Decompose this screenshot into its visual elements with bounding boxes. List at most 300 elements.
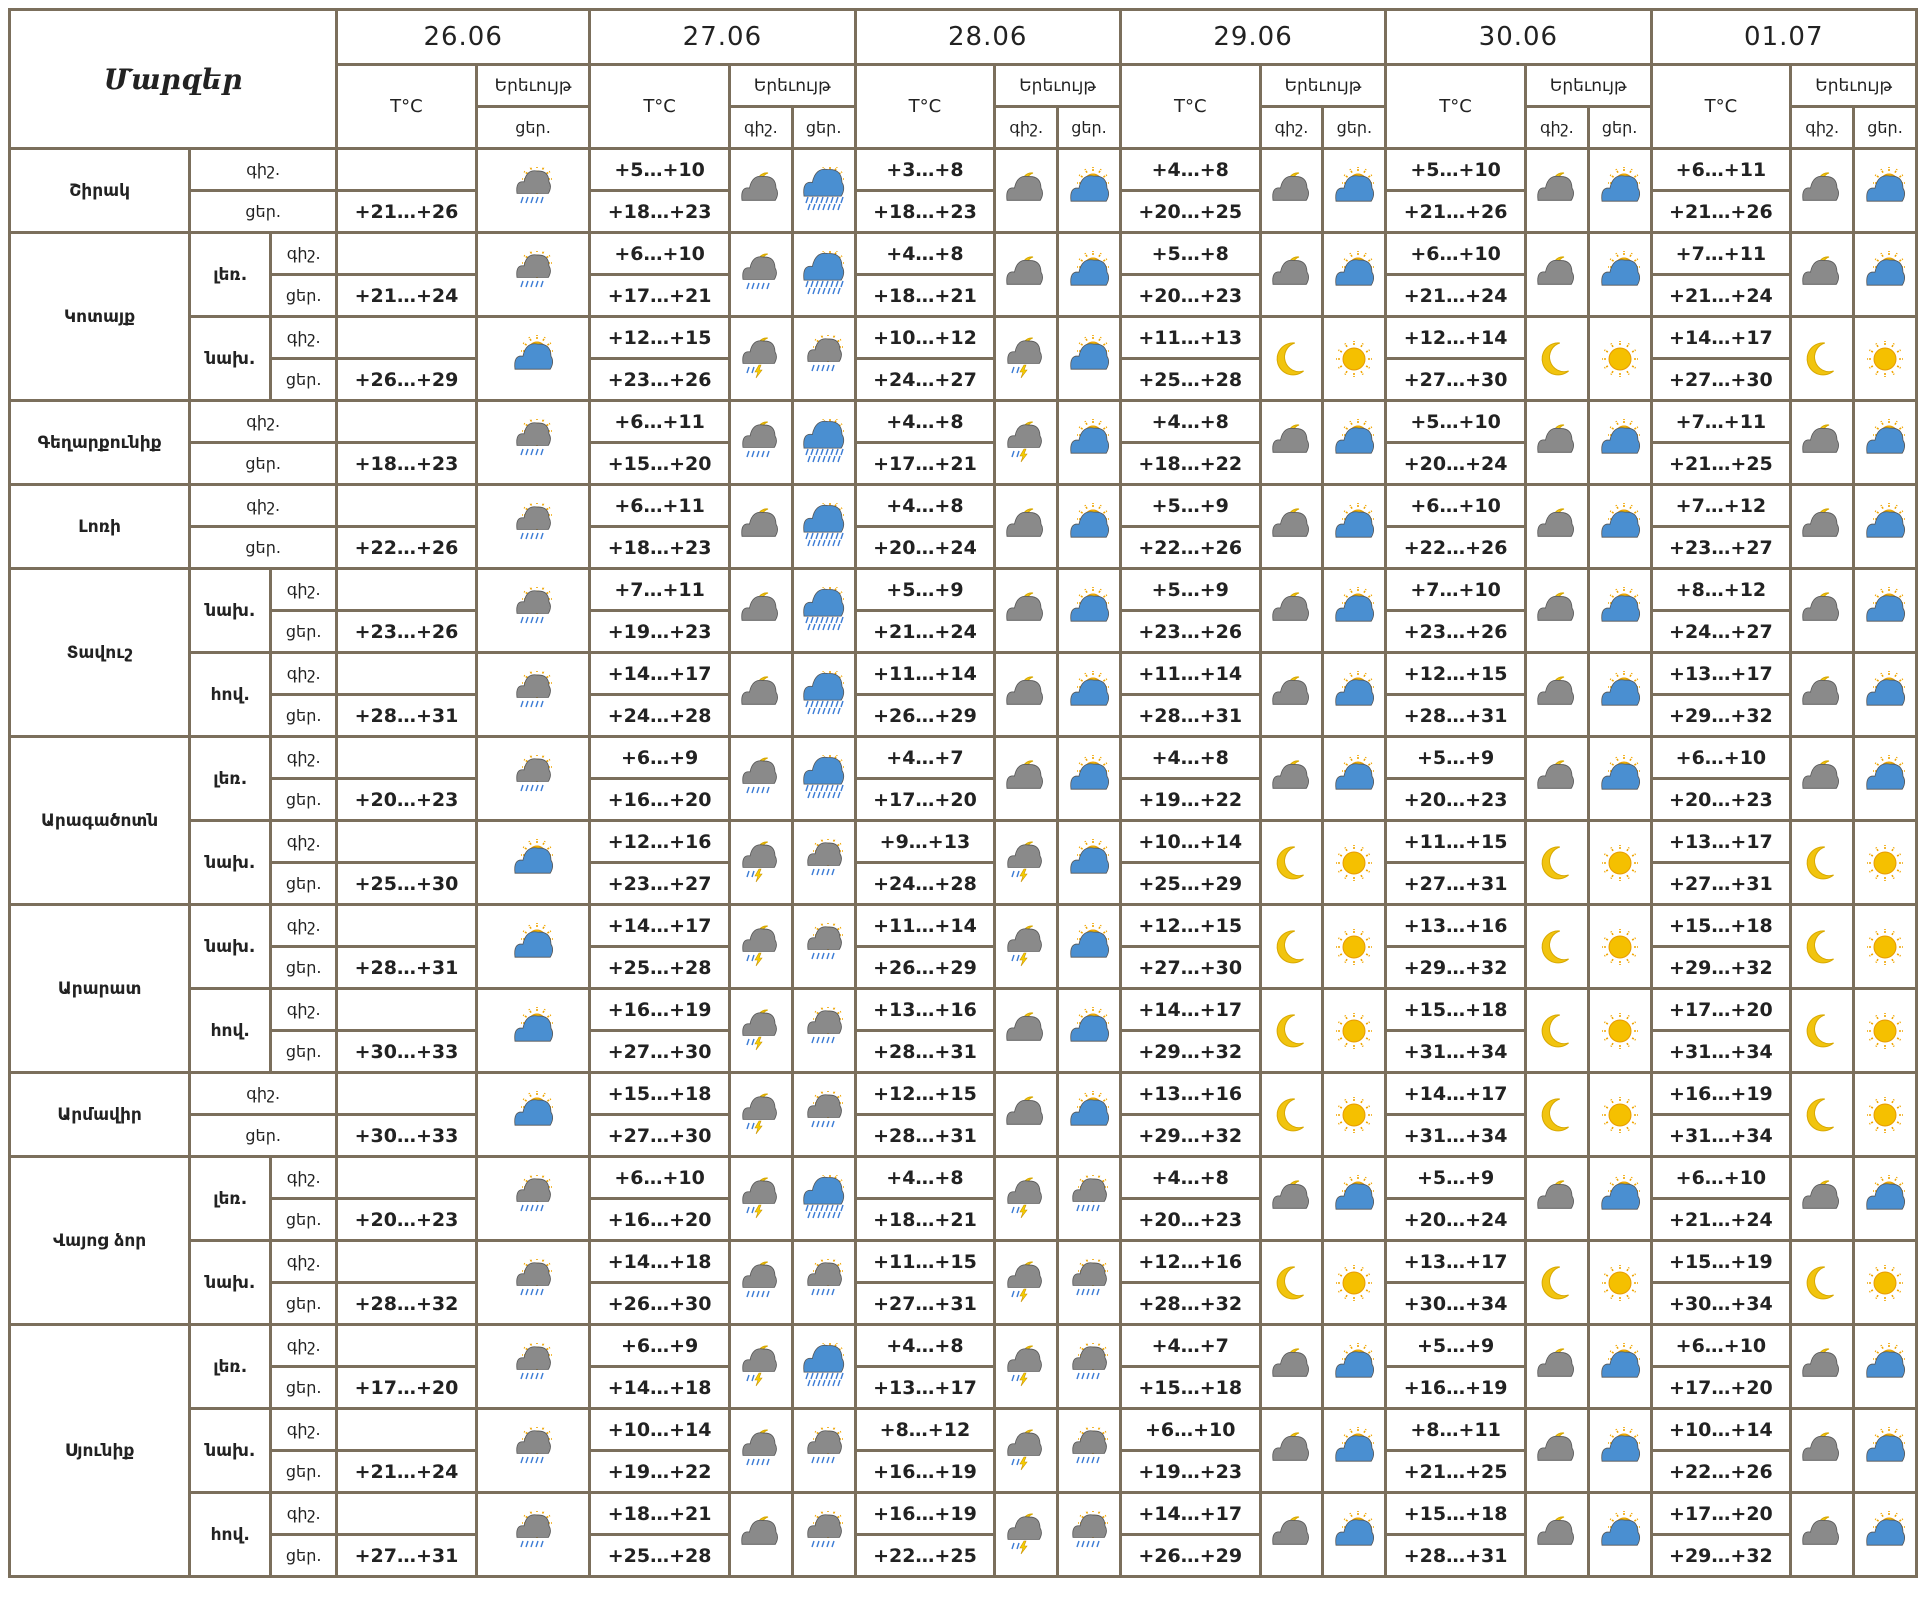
temperature-header: T°C	[337, 65, 477, 149]
moon-cloud-icon	[1525, 233, 1588, 317]
temperature-cell: +20…+24	[1386, 1199, 1526, 1241]
temperature-cell: +13…+17	[1386, 1241, 1526, 1283]
sun-cloud-rain-icon	[476, 569, 589, 653]
temperature-header: T°C	[590, 65, 730, 149]
sun-icon	[1854, 905, 1917, 989]
temperature-cell: +26…+29	[1120, 1535, 1260, 1577]
temperature-cell	[337, 1325, 477, 1367]
table-row	[10, 905, 1917, 947]
temperature-cell: +17…+20	[855, 779, 995, 821]
sun-cloud-rain-icon	[792, 1073, 855, 1157]
table-title: Մարզեր	[10, 10, 337, 149]
cloud-heavy-rain-icon	[792, 1325, 855, 1409]
moon-cloud-icon	[1791, 1325, 1854, 1409]
temperature-cell: +8…+12	[855, 1409, 995, 1451]
table-row	[10, 989, 1917, 1031]
temperature-cell: +27…+31	[1651, 863, 1791, 905]
subregion-label: նախ.	[190, 1409, 271, 1493]
temperature-cell: +21…+24	[855, 611, 995, 653]
subregion-label: լեռ.	[190, 1325, 271, 1409]
sun-cloud-rain-icon	[1058, 1157, 1121, 1241]
temperature-cell: +15…+18	[1386, 989, 1526, 1031]
region-name: Արագածոտն	[10, 737, 190, 905]
temperature-cell: +16…+19	[1651, 1073, 1791, 1115]
moon-cloud-icon	[1260, 1409, 1323, 1493]
region-name: Սյունիք	[10, 1325, 190, 1577]
period-label: ցեր.	[271, 779, 337, 821]
moon-cloud-rain-icon	[729, 233, 792, 317]
period-label: ցեր.	[271, 1199, 337, 1241]
temperature-cell: +21…+25	[1651, 443, 1791, 485]
period-label: գիշ.	[271, 1157, 337, 1199]
temperature-cell: +15…+18	[590, 1073, 730, 1115]
moon-cloud-rain-icon	[729, 401, 792, 485]
period-label: ցեր.	[190, 1115, 337, 1157]
temperature-cell	[337, 1157, 477, 1199]
temperature-cell: +9…+13	[855, 821, 995, 863]
temperature-cell: +25…+28	[590, 947, 730, 989]
cloud-heavy-rain-icon	[792, 149, 855, 233]
sun-cloud-rain-icon	[1058, 1325, 1121, 1409]
temperature-cell: +26…+30	[590, 1283, 730, 1325]
temperature-cell: +22…+26	[1651, 1451, 1791, 1493]
temperature-cell: +6…+11	[590, 401, 730, 443]
moon-icon	[1260, 989, 1323, 1073]
moon-cloud-storm-icon	[729, 905, 792, 989]
temperature-cell: +27…+31	[855, 1283, 995, 1325]
table-row	[10, 821, 1917, 863]
temperature-cell: +14…+18	[590, 1241, 730, 1283]
moon-cloud-icon	[1525, 485, 1588, 569]
moon-cloud-storm-icon	[995, 905, 1058, 989]
sun-cloud-rain-icon	[476, 149, 589, 233]
moon-cloud-icon	[1525, 1409, 1588, 1493]
moon-cloud-icon	[1791, 737, 1854, 821]
temperature-cell: +28…+31	[1386, 1535, 1526, 1577]
temperature-cell: +29…+32	[1386, 947, 1526, 989]
sun-cloud-icon	[1058, 1073, 1121, 1157]
temperature-cell: +7…+11	[590, 569, 730, 611]
temperature-cell	[337, 905, 477, 947]
sun-cloud-icon	[1058, 989, 1121, 1073]
moon-cloud-icon	[1525, 1493, 1588, 1577]
temperature-cell: +13…+17	[1651, 653, 1791, 695]
sun-icon	[1854, 1241, 1917, 1325]
temperature-cell: +10…+14	[1651, 1409, 1791, 1451]
region-name: Արարատ	[10, 905, 190, 1073]
period-label: ցեր.	[190, 191, 337, 233]
moon-cloud-icon	[1525, 569, 1588, 653]
temperature-cell: +6…+10	[1651, 737, 1791, 779]
sun-cloud-rain-icon	[476, 1241, 589, 1325]
sun-cloud-icon	[1058, 317, 1121, 401]
period-label: գիշ.	[271, 653, 337, 695]
moon-cloud-rain-icon	[729, 1409, 792, 1493]
sun-icon	[1854, 1073, 1917, 1157]
moon-cloud-icon	[729, 149, 792, 233]
moon-cloud-icon	[1791, 149, 1854, 233]
date-header-2: 28.06	[855, 10, 1120, 65]
temperature-cell: +28…+31	[855, 1031, 995, 1073]
temperature-cell: +5…+9	[1386, 737, 1526, 779]
sun-cloud-icon	[1854, 569, 1917, 653]
sun-cloud-icon	[1323, 1325, 1386, 1409]
temperature-cell	[337, 1409, 477, 1451]
temperature-cell: +18…+21	[855, 1199, 995, 1241]
moon-cloud-storm-icon	[995, 1325, 1058, 1409]
temperature-cell: +17…+21	[855, 443, 995, 485]
table-row	[10, 485, 1917, 527]
temperature-cell: +29…+32	[1120, 1115, 1260, 1157]
sun-icon	[1323, 1073, 1386, 1157]
moon-cloud-icon	[995, 149, 1058, 233]
sun-icon	[1323, 1241, 1386, 1325]
region-name: Շիրակ	[10, 149, 190, 233]
moon-cloud-icon	[1791, 401, 1854, 485]
sun-cloud-icon	[1854, 485, 1917, 569]
sun-cloud-icon	[1058, 149, 1121, 233]
moon-cloud-storm-icon	[729, 821, 792, 905]
temperature-cell: +16…+19	[590, 989, 730, 1031]
temperature-cell: +5…+10	[590, 149, 730, 191]
temperature-cell	[337, 989, 477, 1031]
day-header: ցեր.	[476, 107, 589, 149]
sun-cloud-icon	[1323, 401, 1386, 485]
moon-icon	[1260, 821, 1323, 905]
temperature-cell: +25…+29	[1120, 863, 1260, 905]
sun-icon	[1854, 989, 1917, 1073]
period-label: գիշ.	[271, 1409, 337, 1451]
sun-cloud-icon	[1588, 569, 1651, 653]
temperature-cell: +7…+11	[1651, 401, 1791, 443]
temperature-cell: +19…+22	[590, 1451, 730, 1493]
period-label: գիշ.	[271, 569, 337, 611]
temperature-cell: +6…+10	[1120, 1409, 1260, 1451]
moon-cloud-icon	[1260, 1325, 1323, 1409]
temperature-cell	[337, 149, 477, 191]
night-header: գիշ.	[1260, 107, 1323, 149]
sun-cloud-icon	[1854, 653, 1917, 737]
temperature-cell: +16…+20	[590, 779, 730, 821]
temperature-cell	[337, 1073, 477, 1115]
temperature-cell: +20…+23	[1386, 779, 1526, 821]
moon-cloud-icon	[1791, 1157, 1854, 1241]
sun-cloud-icon	[476, 317, 589, 401]
sun-icon	[1323, 905, 1386, 989]
moon-cloud-icon	[1260, 485, 1323, 569]
temperature-cell: +7…+11	[1651, 233, 1791, 275]
temperature-cell: +26…+29	[337, 359, 477, 401]
period-label: գիշ.	[271, 233, 337, 275]
moon-cloud-icon	[1791, 1409, 1854, 1493]
temperature-cell: +12…+15	[1120, 905, 1260, 947]
temperature-cell: +20…+24	[1386, 443, 1526, 485]
moon-cloud-storm-icon	[995, 317, 1058, 401]
moon-cloud-storm-icon	[729, 1157, 792, 1241]
sun-cloud-icon	[1058, 233, 1121, 317]
night-header: գիշ.	[1791, 107, 1854, 149]
temperature-cell: +22…+26	[1120, 527, 1260, 569]
temperature-header: T°C	[1386, 65, 1526, 149]
temperature-cell: +6…+10	[1651, 1157, 1791, 1199]
table-row	[10, 569, 1917, 611]
subregion-label: նախ.	[190, 905, 271, 989]
subregion-label: հով.	[190, 989, 271, 1073]
table-row	[10, 1493, 1917, 1535]
temperature-cell: +16…+20	[590, 1199, 730, 1241]
period-label: ցեր.	[271, 275, 337, 317]
temperature-cell: +5…+10	[1386, 149, 1526, 191]
temperature-cell: +5…+9	[1386, 1157, 1526, 1199]
moon-cloud-icon	[1260, 1157, 1323, 1241]
temperature-cell: +27…+30	[1386, 359, 1526, 401]
temperature-cell: +6…+11	[1651, 149, 1791, 191]
sun-icon	[1588, 317, 1651, 401]
temperature-cell: +11…+13	[1120, 317, 1260, 359]
temperature-cell: +29…+32	[1651, 1535, 1791, 1577]
temperature-cell: +4…+8	[855, 233, 995, 275]
sun-cloud-icon	[1323, 149, 1386, 233]
temperature-cell: +21…+24	[1651, 275, 1791, 317]
sun-cloud-icon	[1588, 1157, 1651, 1241]
temperature-cell: +21…+26	[1386, 191, 1526, 233]
sun-cloud-icon	[476, 905, 589, 989]
temperature-cell: +18…+23	[337, 443, 477, 485]
temperature-cell: +5…+8	[1120, 233, 1260, 275]
temperature-cell: +15…+18	[1386, 1493, 1526, 1535]
moon-icon	[1791, 989, 1854, 1073]
table-row	[10, 1157, 1917, 1199]
temperature-cell: +27…+30	[590, 1031, 730, 1073]
weather-header: Երեւույթ	[476, 65, 589, 107]
cloud-heavy-rain-icon	[792, 233, 855, 317]
sun-cloud-rain-icon	[792, 1493, 855, 1577]
sun-cloud-icon	[1323, 1493, 1386, 1577]
subregion-label: նախ.	[190, 569, 271, 653]
temperature-cell: +4…+8	[855, 1157, 995, 1199]
table-row	[10, 653, 1917, 695]
moon-cloud-storm-icon	[995, 1241, 1058, 1325]
moon-cloud-storm-icon	[729, 989, 792, 1073]
moon-icon	[1525, 905, 1588, 989]
moon-cloud-icon	[1260, 233, 1323, 317]
table-row	[10, 401, 1917, 443]
moon-cloud-icon	[1791, 485, 1854, 569]
temperature-cell: +18…+22	[1120, 443, 1260, 485]
moon-cloud-icon	[995, 485, 1058, 569]
period-label: գիշ.	[271, 821, 337, 863]
moon-cloud-rain-icon	[729, 1241, 792, 1325]
forecast-table	[8, 8, 1918, 1578]
temperature-cell: +23…+26	[337, 611, 477, 653]
temperature-cell: +13…+16	[1386, 905, 1526, 947]
temperature-cell: +27…+30	[590, 1115, 730, 1157]
sun-cloud-rain-icon	[792, 317, 855, 401]
temperature-cell: +16…+19	[855, 1493, 995, 1535]
sun-icon	[1588, 905, 1651, 989]
temperature-cell: +27…+30	[1651, 359, 1791, 401]
temperature-cell: +29…+32	[1120, 1031, 1260, 1073]
temperature-cell	[337, 485, 477, 527]
sun-cloud-rain-icon	[1058, 1241, 1121, 1325]
sun-icon	[1588, 1241, 1651, 1325]
temperature-cell: +21…+24	[1386, 275, 1526, 317]
temperature-cell: +22…+26	[1386, 527, 1526, 569]
temperature-cell: +14…+18	[590, 1367, 730, 1409]
temperature-cell: +19…+23	[1120, 1451, 1260, 1493]
temperature-cell: +28…+31	[337, 695, 477, 737]
temperature-cell: +17…+20	[1651, 1493, 1791, 1535]
temperature-cell: +5…+9	[1386, 1325, 1526, 1367]
table-row	[10, 1325, 1917, 1367]
table-row	[10, 317, 1917, 359]
temperature-cell: +14…+17	[590, 653, 730, 695]
temperature-cell: +25…+28	[1120, 359, 1260, 401]
temperature-cell: +15…+18	[1120, 1367, 1260, 1409]
moon-icon	[1260, 1073, 1323, 1157]
moon-cloud-rain-icon	[729, 737, 792, 821]
moon-cloud-storm-icon	[729, 1073, 792, 1157]
period-label: ցեր.	[190, 443, 337, 485]
table-row	[10, 1241, 1917, 1283]
moon-cloud-icon	[729, 653, 792, 737]
period-label: գիշ.	[190, 401, 337, 443]
sun-cloud-icon	[1854, 1325, 1917, 1409]
weather-header: Երեւույթ	[1525, 65, 1651, 107]
moon-cloud-icon	[1525, 737, 1588, 821]
subregion-label: լեռ.	[190, 737, 271, 821]
sun-cloud-rain-icon	[476, 485, 589, 569]
moon-cloud-icon	[1260, 569, 1323, 653]
temperature-cell: +21…+25	[1386, 1451, 1526, 1493]
sun-cloud-icon	[1588, 149, 1651, 233]
date-header-4: 30.06	[1386, 10, 1651, 65]
period-label: գիշ.	[271, 1325, 337, 1367]
period-label: ցեր.	[271, 611, 337, 653]
temperature-cell: +17…+21	[590, 275, 730, 317]
moon-icon	[1525, 989, 1588, 1073]
moon-cloud-icon	[1525, 401, 1588, 485]
temperature-cell: +16…+19	[1386, 1367, 1526, 1409]
temperature-cell: +11…+15	[1386, 821, 1526, 863]
moon-cloud-storm-icon	[729, 317, 792, 401]
temperature-cell: +28…+31	[1386, 695, 1526, 737]
sun-cloud-icon	[1323, 569, 1386, 653]
temperature-cell: +15…+20	[590, 443, 730, 485]
temperature-cell	[337, 233, 477, 275]
sun-cloud-icon	[1323, 1409, 1386, 1493]
period-label: գիշ.	[271, 905, 337, 947]
temperature-cell: +30…+34	[1651, 1283, 1791, 1325]
moon-icon	[1525, 1073, 1588, 1157]
moon-cloud-icon	[995, 653, 1058, 737]
sun-cloud-icon	[1854, 1493, 1917, 1577]
table-row	[10, 149, 1917, 191]
sun-icon	[1588, 821, 1651, 905]
weather-header: Երեւույթ	[995, 65, 1121, 107]
temperature-cell: +10…+14	[1120, 821, 1260, 863]
temperature-cell: +6…+10	[590, 1157, 730, 1199]
temperature-cell: +11…+14	[1120, 653, 1260, 695]
temperature-cell: +5…+9	[855, 569, 995, 611]
moon-icon	[1791, 1241, 1854, 1325]
temperature-cell: +24…+27	[1651, 611, 1791, 653]
moon-cloud-storm-icon	[729, 1325, 792, 1409]
temperature-cell: +6…+9	[590, 737, 730, 779]
temperature-cell: +27…+30	[1120, 947, 1260, 989]
sun-icon	[1323, 821, 1386, 905]
temperature-cell: +6…+9	[590, 1325, 730, 1367]
temperature-cell: +18…+23	[855, 191, 995, 233]
temperature-cell: +26…+29	[855, 695, 995, 737]
temperature-cell	[337, 1241, 477, 1283]
period-label: ցեր.	[271, 1367, 337, 1409]
sun-cloud-icon	[1323, 653, 1386, 737]
moon-cloud-icon	[995, 1073, 1058, 1157]
temperature-cell: +31…+34	[1651, 1031, 1791, 1073]
temperature-cell: +5…+10	[1386, 401, 1526, 443]
moon-icon	[1260, 317, 1323, 401]
date-header-0: 26.06	[337, 10, 590, 65]
temperature-cell: +8…+11	[1386, 1409, 1526, 1451]
temperature-cell: +23…+26	[1386, 611, 1526, 653]
moon-icon	[1525, 317, 1588, 401]
sun-cloud-icon	[1058, 401, 1121, 485]
sun-cloud-rain-icon	[792, 821, 855, 905]
temperature-cell: +17…+20	[1651, 1367, 1791, 1409]
temperature-cell: +26…+29	[855, 947, 995, 989]
period-label: գիշ.	[190, 149, 337, 191]
temperature-cell: +30…+33	[337, 1031, 477, 1073]
sun-cloud-icon	[1588, 401, 1651, 485]
subregion-label: հով.	[190, 653, 271, 737]
moon-cloud-icon	[995, 737, 1058, 821]
weather-header: Երեւույթ	[1260, 65, 1386, 107]
cloud-heavy-rain-icon	[792, 569, 855, 653]
cloud-heavy-rain-icon	[792, 401, 855, 485]
temperature-cell: +4…+7	[855, 737, 995, 779]
temperature-cell: +20…+24	[855, 527, 995, 569]
period-label: ցեր.	[271, 1283, 337, 1325]
temperature-cell: +16…+19	[855, 1451, 995, 1493]
moon-cloud-icon	[1260, 653, 1323, 737]
sun-cloud-rain-icon	[476, 1157, 589, 1241]
moon-icon	[1791, 1073, 1854, 1157]
sun-cloud-rain-icon	[792, 989, 855, 1073]
moon-cloud-icon	[1260, 1493, 1323, 1577]
temperature-cell: +13…+16	[1120, 1073, 1260, 1115]
temperature-cell: +29…+32	[1651, 947, 1791, 989]
temperature-cell: +27…+31	[337, 1535, 477, 1577]
period-label: ցեր.	[271, 1031, 337, 1073]
moon-cloud-storm-icon	[995, 821, 1058, 905]
period-label: ցեր.	[271, 1451, 337, 1493]
sun-cloud-icon	[476, 1073, 589, 1157]
temperature-cell: +12…+15	[1386, 653, 1526, 695]
temperature-cell: +21…+24	[1651, 1199, 1791, 1241]
temperature-cell: +13…+16	[855, 989, 995, 1031]
temperature-cell: +22…+26	[337, 527, 477, 569]
sun-cloud-rain-icon	[792, 905, 855, 989]
sun-cloud-icon	[1588, 737, 1651, 821]
subregion-label: նախ.	[190, 317, 271, 401]
period-label: գիշ.	[190, 1073, 337, 1115]
sun-cloud-rain-icon	[476, 1493, 589, 1577]
temperature-cell: +15…+19	[1651, 1241, 1791, 1283]
temperature-cell: +27…+31	[1386, 863, 1526, 905]
sun-cloud-icon	[476, 821, 589, 905]
sun-cloud-rain-icon	[476, 737, 589, 821]
